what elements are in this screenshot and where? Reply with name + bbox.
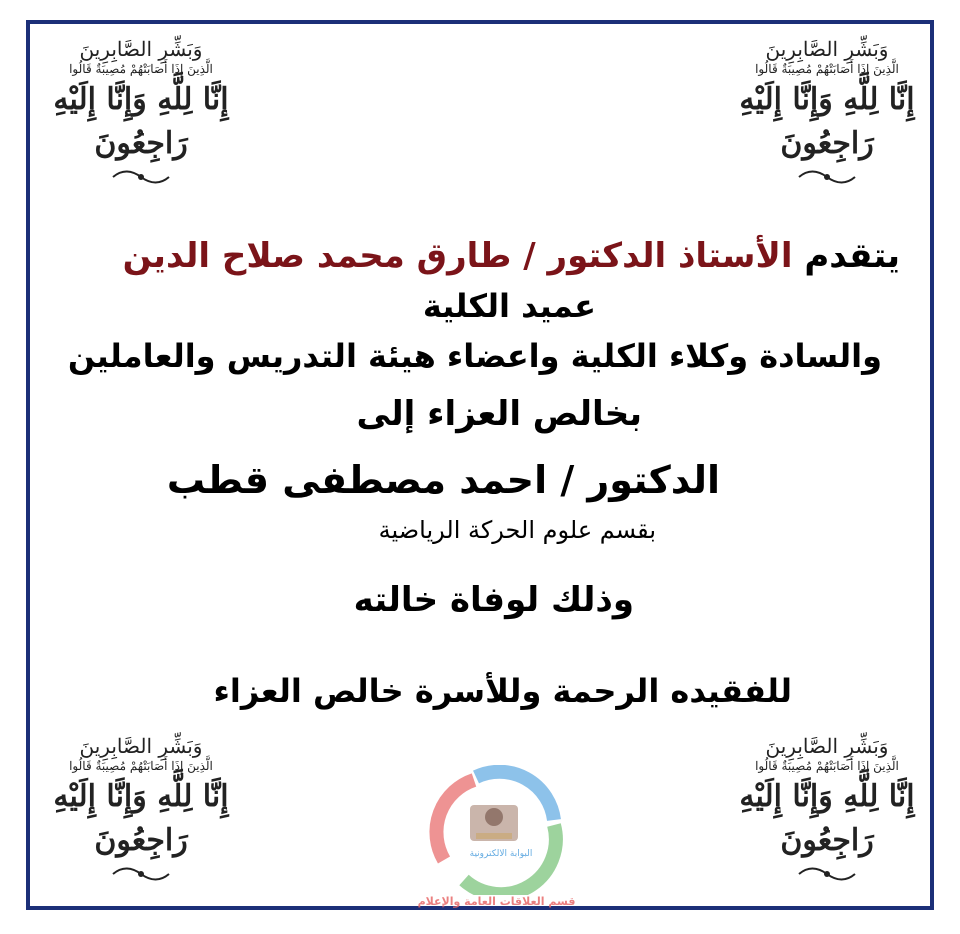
reason-line: وذلك لوفاة خالته (353, 580, 634, 620)
verse-top: وَبَشِّرِ الصَّابِرِينَ (765, 37, 889, 61)
department-line: بقسم علوم الحركة الرياضية (378, 516, 656, 544)
recipient-name: الدكتور / احمد مصطفى قطب (166, 458, 720, 502)
verse-middle: الَّذِينَ إِذَا أَصَابَتْهُمْ مُصِيبَةٌ قَالُوا (69, 759, 213, 773)
corner-verse-bottom-right (722, 735, 932, 895)
staff-line: والسادة وكلاء الكلية واعضاء هيئة التدريس والعاملين (67, 337, 882, 375)
portal-text: البوابة الالكترونية (469, 849, 533, 859)
verse-top: وَبَشِّرِ الصَّابِرِينَ (765, 734, 889, 758)
portal-logo-icon (404, 765, 584, 895)
ornament-icon (797, 863, 857, 885)
verse-middle: الَّذِينَ إِذَا أَصَابَتْهُمْ مُصِيبَةٌ قَالُوا (755, 759, 899, 773)
verse-top: وَبَشِّرِ الصَّابِرِينَ (79, 734, 203, 758)
closing-line: للفقيده الرحمة وللأسرة خالص العزاء (213, 672, 792, 710)
corner-verse-bottom-left (36, 735, 246, 895)
verse-middle: الَّذِينَ إِذَا أَصَابَتْهُمْ مُصِيبَةٌ قَالُوا (69, 62, 213, 76)
university-logo (404, 765, 584, 915)
verse-bottom: إِنَّا لِلَّهِ وَإِنَّا إِلَيْهِ رَاجِعُونَ (739, 82, 915, 161)
ornament-icon (797, 166, 857, 188)
logo-footer-text: قسم العلاقات العامة والإعلام (417, 895, 576, 908)
verse-middle: الَّذِينَ إِذَا أَصَابَتْهُمْ مُصِيبَةٌ قَالُوا (755, 62, 899, 76)
ornament-icon (111, 863, 171, 885)
corner-verse-top-left (36, 38, 246, 198)
verse-bottom: إِنَّا لِلَّهِ وَإِنَّا إِلَيْهِ رَاجِعُونَ (739, 779, 915, 858)
verse-bottom: إِنَّا لِلَّهِ وَإِنَّا إِلَيْهِ رَاجِعُونَ (53, 82, 229, 161)
offer-prefix: يتقدم (804, 236, 900, 276)
corner-verse-top-right (722, 38, 932, 198)
condolence-line: بخالص العزاء إلى (356, 394, 642, 434)
verse-top: وَبَشِّرِ الصَّابِرِينَ (79, 37, 203, 61)
verse-bottom: إِنَّا لِلَّهِ وَإِنَّا إِلَيْهِ رَاجِعُونَ (53, 779, 229, 858)
sender-line (123, 236, 900, 276)
ornament-icon (111, 166, 171, 188)
sender-title: عميد الكلية (422, 287, 596, 325)
sender-name: الأستاذ الدكتور / طارق محمد صلاح الدين (122, 236, 793, 276)
